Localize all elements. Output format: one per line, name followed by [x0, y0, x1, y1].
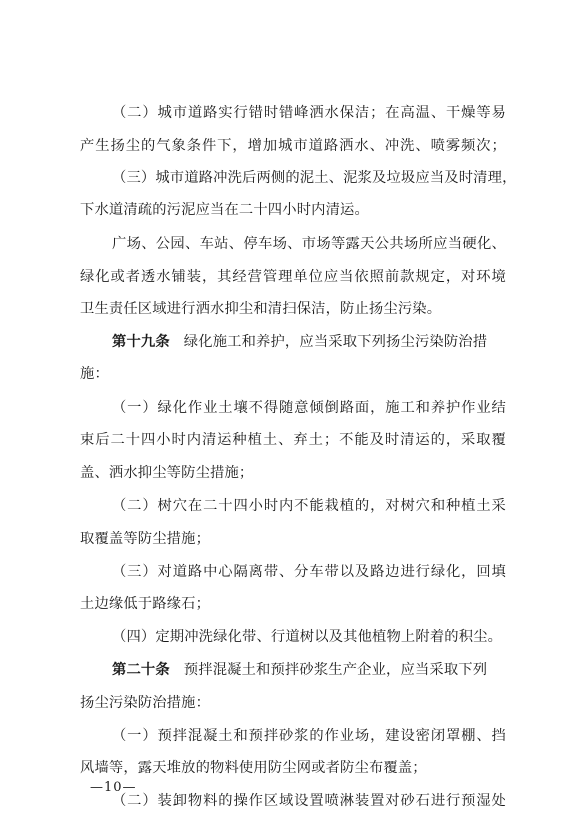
article-19-line — [112, 332, 506, 352]
text-line: 施： — [80, 366, 109, 382]
text-line: （二）树穴在二十四小时内不能栽植的，对树穴和种植土采 — [112, 498, 506, 514]
text-line: （三）城市道路冲洗后两侧的泥土、泥浆及垃圾应当及时清理， — [112, 170, 517, 186]
text-line: 预拌混凝土和预拌砂浆生产企业，应当采取下列 — [183, 662, 488, 678]
text-line: 土边缘低于路缘石； — [80, 596, 211, 612]
article-20-heading: 第二十条 — [112, 662, 170, 678]
text-line: 束后二十四小时内清运种植土、弃土；不能及时清运的，采取覆 — [80, 432, 506, 448]
text-line: （一）预拌混凝土和预拌砂浆的作业场，建设密闭罩棚、挡 — [112, 728, 506, 744]
text-line: 风墙等，露天堆放的物料使用防尘网或者防尘布覆盖； — [80, 760, 427, 776]
text-line: （二）装卸物料的操作区域设置喷淋装置对砂石进行预湿处 — [112, 793, 506, 809]
text-line: 盖、洒水抑尘等防尘措施； — [80, 465, 254, 481]
text-line: 广场、公园、车站、停车场、市场等露天公共场所应当硬化、 — [112, 236, 506, 252]
text-line: （一）绿化作业土壤不得随意倾倒路面，施工和养护作业结 — [112, 400, 506, 416]
text-line: （四）定期冲洗绿化带、行道树以及其他植物上附着的积尘。 — [112, 629, 503, 645]
text-line: 扬尘污染防治措施： — [80, 695, 211, 711]
text-line: （二）城市道路实行错时错峰洒水保洁；在高温、干燥等易 — [112, 105, 506, 121]
text-line: 绿化或者透水铺装，其经营管理单位应当依照前款规定，对环境 — [80, 269, 506, 285]
page-number: —10— — [90, 780, 137, 795]
text-line: 下水道清疏的污泥应当在二十四小时内清运。 — [80, 202, 369, 218]
article-20-line — [112, 660, 506, 680]
article-19-heading: 第十九条 — [112, 334, 170, 350]
text-line: 产生扬尘的气象条件下，增加城市道路洒水、冲洗、喷雾频次； — [80, 138, 506, 154]
text-line: （三）对道路中心隔离带、分车带以及路边进行绿化，回填 — [112, 564, 506, 580]
text-line: 取覆盖等防尘措施； — [80, 531, 211, 547]
text-line: 卫生责任区域进行洒水抑尘和清扫保洁，防止扬尘污染。 — [80, 301, 442, 317]
text-line: 绿化施工和养护，应当采取下列扬尘污染防治措 — [183, 334, 488, 350]
